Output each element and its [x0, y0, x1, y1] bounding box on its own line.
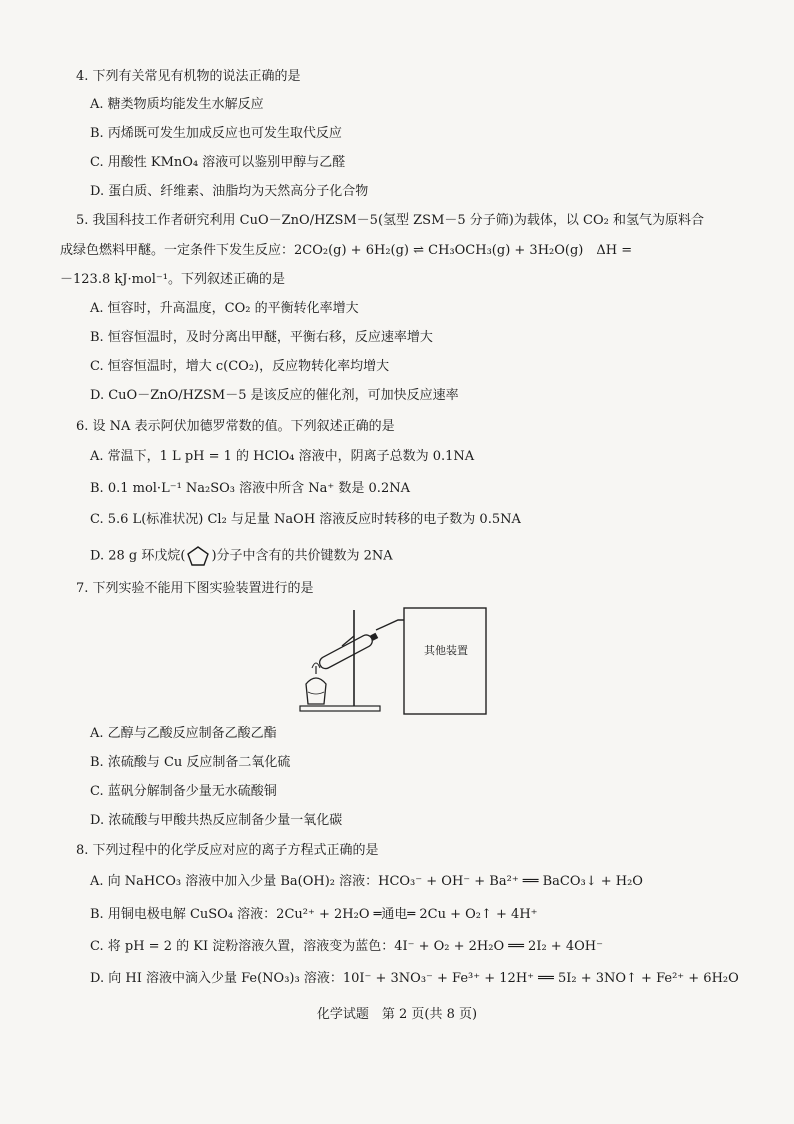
q5-stem-line2: 成绿色燃料甲醚。一定条件下发生反应：2CO₂(g) + 6H₂(g) ⇌ CH₃OCH₃(g) + 3H₂O(g) ΔH = — [60, 243, 633, 258]
q5-option-a: A. 恒容时，升高温度，CO₂ 的平衡转化率增大 — [90, 301, 359, 316]
q6-option-a: A. 常温下，1 L pH = 1 的 HClO₄ 溶液中，阴离子总数为 0.1NA — [90, 449, 475, 464]
cyclopentane-ring-icon — [185, 545, 211, 567]
q8-option-d: D. 向 HI 溶液中滴入少量 Fe(NO₃)₃ 溶液：10I⁻ + 3NO₃⁻ + Fe³⁺ + 12H⁺ ══ 5I₂ + 3NO↑ + Fe²⁺ + 6H₂O — [90, 971, 739, 986]
experiment-apparatus-diagram — [298, 606, 488, 716]
q4-stem: 4. 下列有关常见有机物的说法正确的是 — [76, 69, 301, 84]
apparatus-box-label: 其他装置 — [424, 644, 468, 657]
q5-stem-line3: －123.8 kJ·mol⁻¹。下列叙述正确的是 — [60, 272, 285, 287]
q7-stem: 7. 下列实验不能用下图实验装置进行的是 — [76, 581, 314, 596]
q7-option-c: C. 蓝矾分解制备少量无水硫酸铜 — [90, 784, 277, 799]
q6-stem: 6. 设 NA 表示阿伏加德罗常数的值。下列叙述正确的是 — [76, 419, 395, 434]
q6-option-b: B. 0.1 mol·L⁻¹ Na₂SO₃ 溶液中所含 Na⁺ 数是 0.2NA — [90, 481, 410, 496]
q7-option-d: D. 浓硫酸与甲酸共热反应制备少量一氧化碳 — [90, 813, 343, 828]
q8-option-c: C. 将 pH = 2 的 KI 淀粉溶液久置，溶液变为蓝色：4I⁻ + O₂ + 2H₂O ══ 2I₂ + 4OH⁻ — [90, 939, 603, 954]
q5-option-d: D. CuO－ZnO/HZSM－5 是该反应的催化剂，可加快反应速率 — [90, 388, 459, 403]
q6-option-d — [90, 545, 393, 567]
q4-option-b: B. 丙烯既可发生加成反应也可发生取代反应 — [90, 126, 342, 141]
q8-option-a: A. 向 NaHCO₃ 溶液中加入少量 Ba(OH)₂ 溶液：HCO₃⁻ + OH⁻ + Ba²⁺ ══ BaCO₃↓ + H₂O — [90, 874, 643, 889]
q6-option-d-prefix: D. 28 g 环戊烷( — [90, 548, 186, 564]
q4-option-d: D. 蛋白质、纤维素、油脂均为天然高分子化合物 — [90, 184, 369, 199]
q4-option-c: C. 用酸性 KMnO₄ 溶液可以鉴别甲醇与乙醛 — [90, 155, 346, 170]
q8-stem: 8. 下列过程中的化学反应对应的离子方程式正确的是 — [76, 843, 379, 858]
q4-option-a: A. 糖类物质均能发生水解反应 — [90, 97, 264, 112]
q5-option-b: B. 恒容恒温时，及时分离出甲醚，平衡右移，反应速率增大 — [90, 330, 433, 345]
q5-stem-line1: 5. 我国科技工作者研究利用 CuO－ZnO/HZSM－5(氢型 ZSM－5 分子筛)为载体，以 CO₂ 和氢气为原料合 — [76, 213, 704, 228]
page-footer: 化学试题 第 2 页(共 8 页) — [316, 1007, 478, 1022]
q6-option-d-suffix: )分子中含有的共价键数为 2NA — [211, 548, 393, 564]
q6-option-c: C. 5.6 L(标准状况) Cl₂ 与足量 NaOH 溶液反应时转移的电子数为 0.5NA — [90, 512, 521, 527]
q5-option-c: C. 恒容恒温时，增大 c(CO₂)，反应物转化率均增大 — [90, 359, 390, 374]
q7-option-a: A. 乙醇与乙酸反应制备乙酸乙酯 — [90, 726, 277, 741]
q8-option-b: B. 用铜电极电解 CuSO₄ 溶液：2Cu²⁺ + 2H₂O ═通电═ 2Cu + O₂↑ + 4H⁺ — [90, 907, 538, 922]
q7-option-b: B. 浓硫酸与 Cu 反应制备二氧化硫 — [90, 755, 291, 770]
